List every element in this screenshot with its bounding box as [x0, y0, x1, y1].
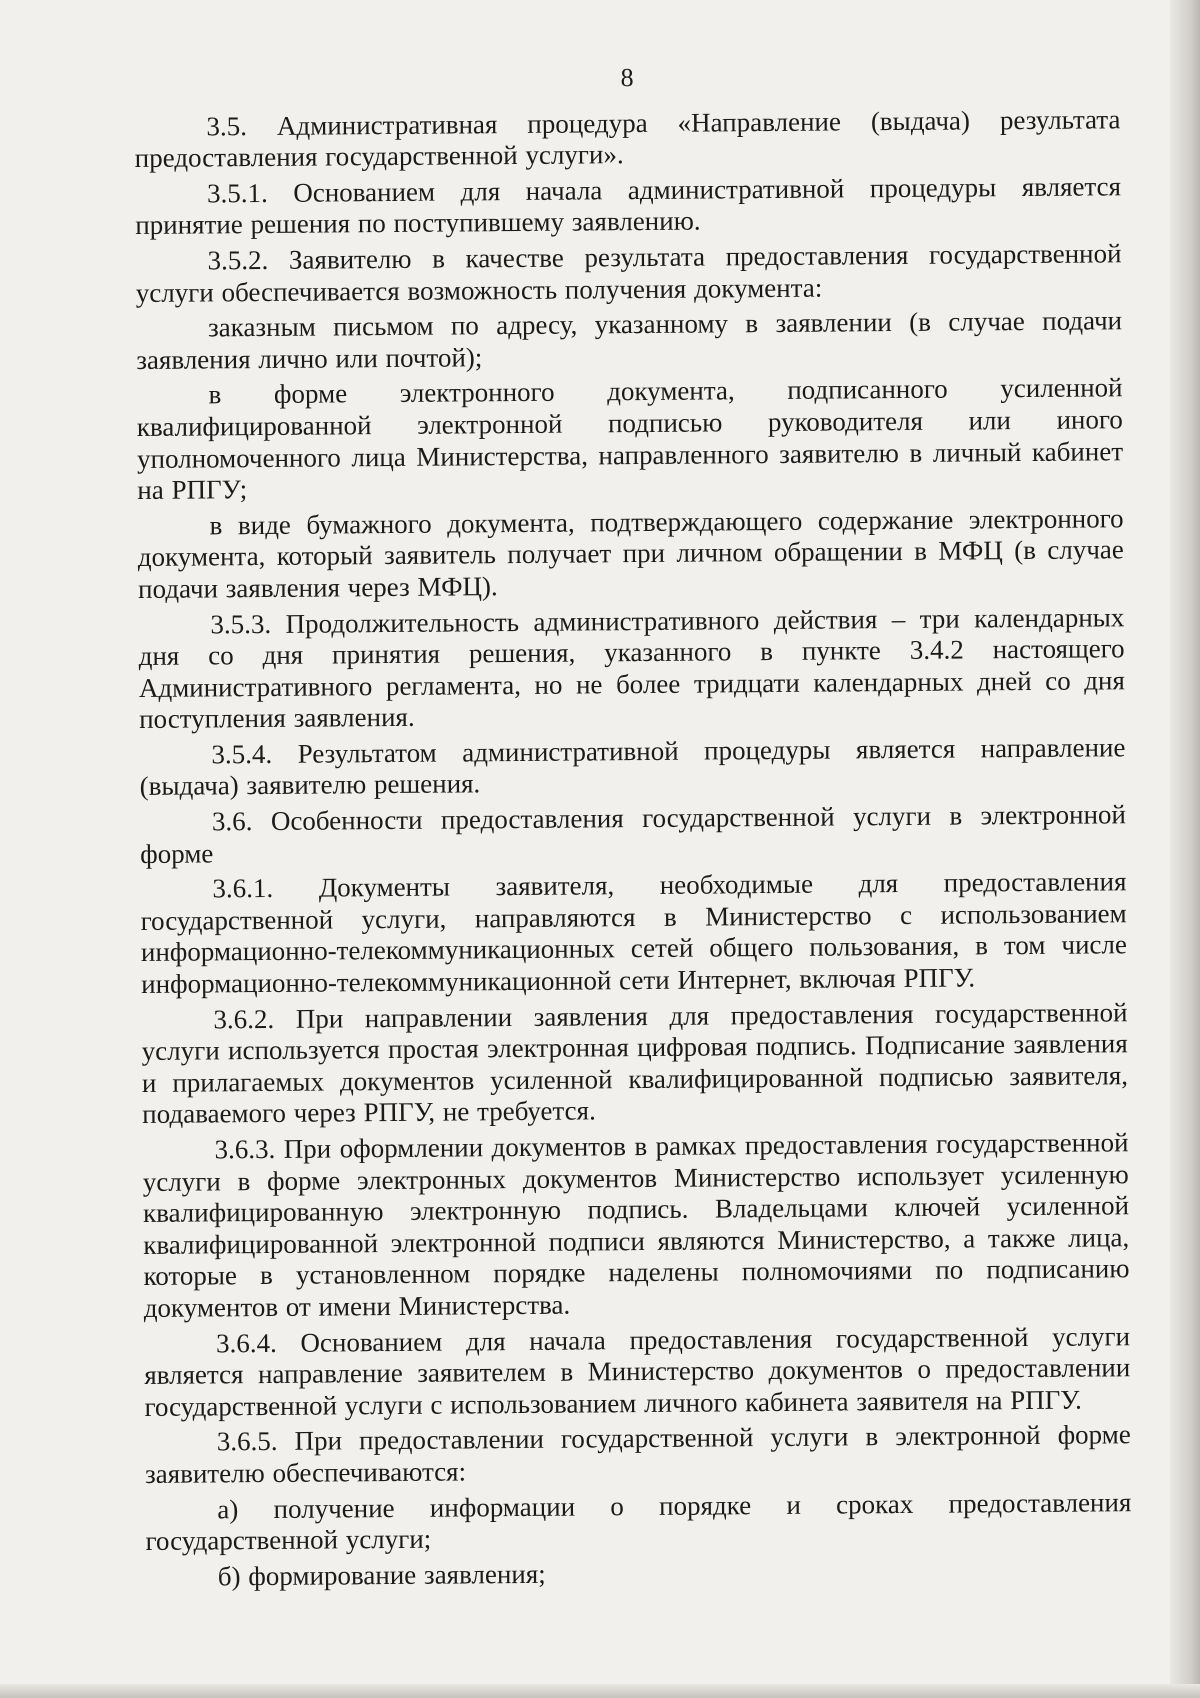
paragraph-3-6-2: 3.6.2. При направлении заявления для предоставления государственной услуги используется простая электронная цифровая подпись. Подписание заявления и прилагаемых документов усиленной квалифицированной подписью заявителя, подаваемого через РПГУ, не требуется. [141, 996, 1129, 1130]
paragraph-3-5-2-option-mail: заказным письмом по адресу, указанному в заявлении (в случае подачи заявления лично или почтой); [136, 305, 1123, 375]
document-page [134, 58, 1132, 1593]
page-number: 8 [620, 63, 634, 93]
paragraph-3-5-2-option-paper: в виде бумажного документа, подтверждающего содержание электронного документа, который заявитель получает при личном обращении в МФЦ (в случае подачи заявления через МФЦ). [137, 502, 1124, 604]
paragraph-3-5: 3.5. Административная процедура «Направление (выдача) результата предоставления государственной услуги». [134, 103, 1121, 174]
paragraph-3-5-2: 3.5.2. Заявителю в качестве результата предоставления государственной услуги обеспечивается возможность получения документа: [135, 238, 1122, 308]
scan-edge-shadow-right [1170, 0, 1200, 1698]
scan-edge-shadow-bottom [0, 1684, 1200, 1698]
paragraph-3-5-4: 3.5.4. Результатом административной процедуры является направление (выдача) заявителю решения. [139, 732, 1126, 802]
paragraph-3-6-5: 3.6.5. При предоставлении государственной услуги в электронной форме заявителю обеспечиваются: [144, 1419, 1131, 1489]
paragraph-3-6-1: 3.6.1. Документы заявителя, необходимые для предоставления государственной услуги, направляются в Министерство с использованием информационно-телекоммуникационных сетей общего пользования, в том числе информационно-телекоммуникационной сети Интернет, включая РПГУ. [140, 866, 1128, 1000]
paragraph-3-5-1: 3.5.1. Основанием для начала административной процедуры является принятие решения по поступившему заявлению. [135, 171, 1122, 241]
paragraph-3-6-4: 3.6.4. Основанием для начала предоставления государственной услуги является направление заявителем в Министерство документов о предоставлении государственной услуги с использованием личного кабинета заявителя на РПГУ. [144, 1320, 1131, 1422]
paragraph-3-6-5-item-a: а) получение информации о порядке и сроках предоставления государственной услуги; [145, 1486, 1132, 1557]
paragraph-3-6: 3.6. Особенности предоставления государственной услуги в электронной форме [140, 799, 1127, 869]
paragraph-3-6-3: 3.6.3. При оформлении документов в рамках предоставления государственной услуги в форме электронных документов Министерство использует усиленную квалифицированную электронную подпись. Владельцами ключей усиленной квалифицированной электронной подписи являются Министерство, а также лица, которые в установленном порядке наделены полномочиями по подписанию документов от имени Министерства. [142, 1127, 1130, 1323]
paragraph-3-6-5-item-b: б) формирование заявления; [217, 1558, 546, 1592]
paragraph-3-5-3: 3.5.3. Продолжительность административного действия – три календарных дня со дня принятия решения, указанного в пункте 3.4.2 настоящего Административного регламента, но не более тридцати календарных дней со дня поступления заявления. [138, 601, 1125, 735]
paragraph-3-5-2-option-electronic: в форме электронного документа, подписанного усиленной квалифицированной электронной подписью руководителя или иного уполномоченного лица Министерства, направленного заявителю в личный кабинет на РПГУ; [136, 372, 1124, 506]
